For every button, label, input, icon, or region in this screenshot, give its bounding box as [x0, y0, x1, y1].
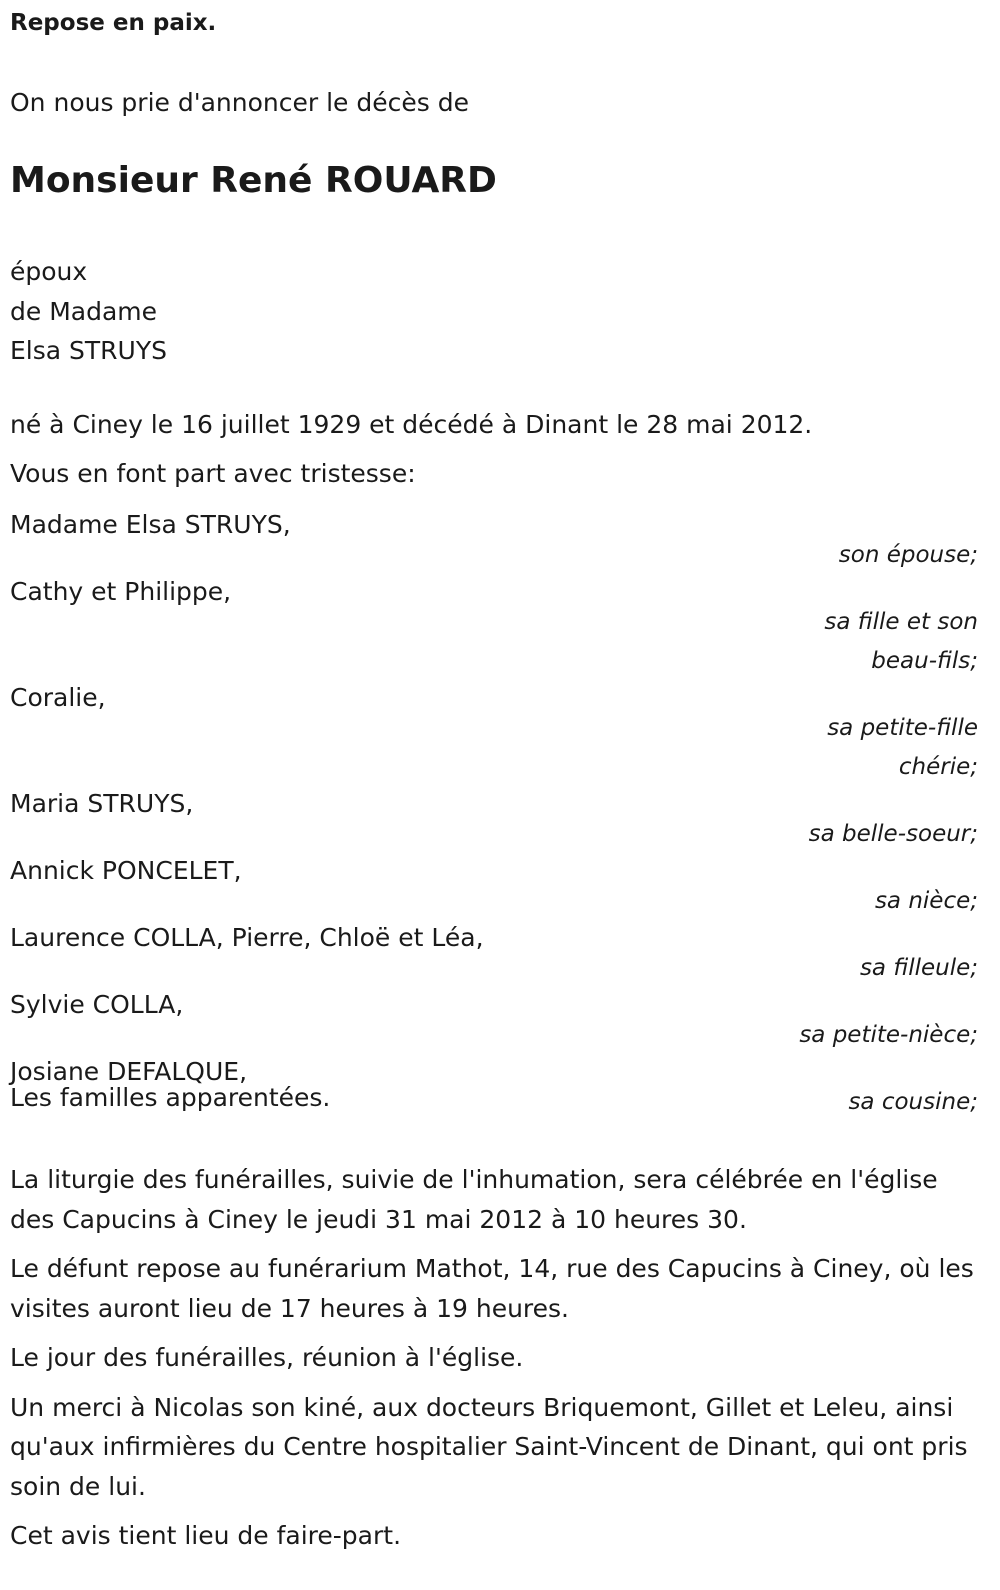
- paragraph: Le défunt repose au funérarium Mathot, 14, rue des Capucins à Ciney, où les visites auront lieu de 17 heures à 19 heures.: [10, 1254, 974, 1323]
- family-item: [10, 575, 978, 681]
- birth-death-line: né à Ciney le 16 juillet 1929 et décédé à Dinant le 28 mai 2012.: [10, 410, 813, 439]
- family-item: [10, 508, 978, 575]
- spouse-line-1: époux: [10, 257, 88, 286]
- family-member-name: Madame Elsa STRUYS,: [10, 510, 291, 539]
- family-member-name: Coralie,: [10, 683, 106, 712]
- family-item: [10, 921, 978, 988]
- salutation: Repose en paix.: [10, 10, 217, 36]
- ceremony-details: [10, 1160, 978, 1566]
- deceased-name: Monsieur René ROUARD: [10, 160, 497, 201]
- spouse-line-2: de Madame: [10, 296, 158, 326]
- family-item: [10, 988, 978, 1055]
- family-item: [10, 681, 978, 787]
- paragraph: La liturgie des funérailles, suivie de l'inhumation, sera célébrée en l'église des Capucins à Ciney le jeudi 31 mai 2012 à 10 heures 30.: [10, 1165, 938, 1234]
- family-member-role: sa belle-soeur;: [808, 821, 978, 847]
- intro-text: On nous prie d'annoncer le décès de: [10, 88, 469, 117]
- paragraph: Cet avis tient lieu de faire-part.: [10, 1521, 402, 1550]
- paragraph: Un merci à Nicolas son kiné, aux docteurs Briquemont, Gillet et Leleu, ainsi qu'aux infirmières du Centre hospitalier Saint-Vincent de Dinant, qui ont pris soin de lui.: [10, 1392, 968, 1501]
- family-item: [10, 854, 978, 921]
- family-member-role: sa filleule;: [859, 955, 978, 981]
- announce-line: Vous en font part avec tristesse:: [10, 459, 416, 488]
- family-member-name: Maria STRUYS,: [10, 789, 194, 818]
- family-member-role: sa petite-fille chérie;: [827, 715, 978, 780]
- family-member-role: son épouse;: [838, 542, 978, 568]
- family-member-role: sa cousine;: [848, 1089, 978, 1115]
- family-member-name: Annick PONCELET,: [10, 856, 242, 885]
- spouse-block: [10, 252, 167, 371]
- family-member-role: sa petite-nièce;: [799, 1022, 978, 1048]
- family-item: [10, 787, 978, 854]
- family-member-name: Josiane DEFALQUE,: [10, 1057, 248, 1086]
- family-member-role: sa fille et son beau-fils;: [824, 609, 978, 674]
- family-list: [10, 508, 978, 1122]
- spouse-line-3: Elsa STRUYS: [10, 336, 167, 365]
- relatives-line: Les familles apparentées.: [10, 1083, 331, 1112]
- family-member-name: Sylvie COLLA,: [10, 990, 184, 1019]
- family-member-name: Cathy et Philippe,: [10, 577, 232, 606]
- family-member-name: Laurence COLLA, Pierre, Chloë et Léa,: [10, 923, 484, 952]
- paragraph: Le jour des funérailles, réunion à l'église.: [10, 1343, 524, 1372]
- family-member-role: sa nièce;: [874, 888, 978, 914]
